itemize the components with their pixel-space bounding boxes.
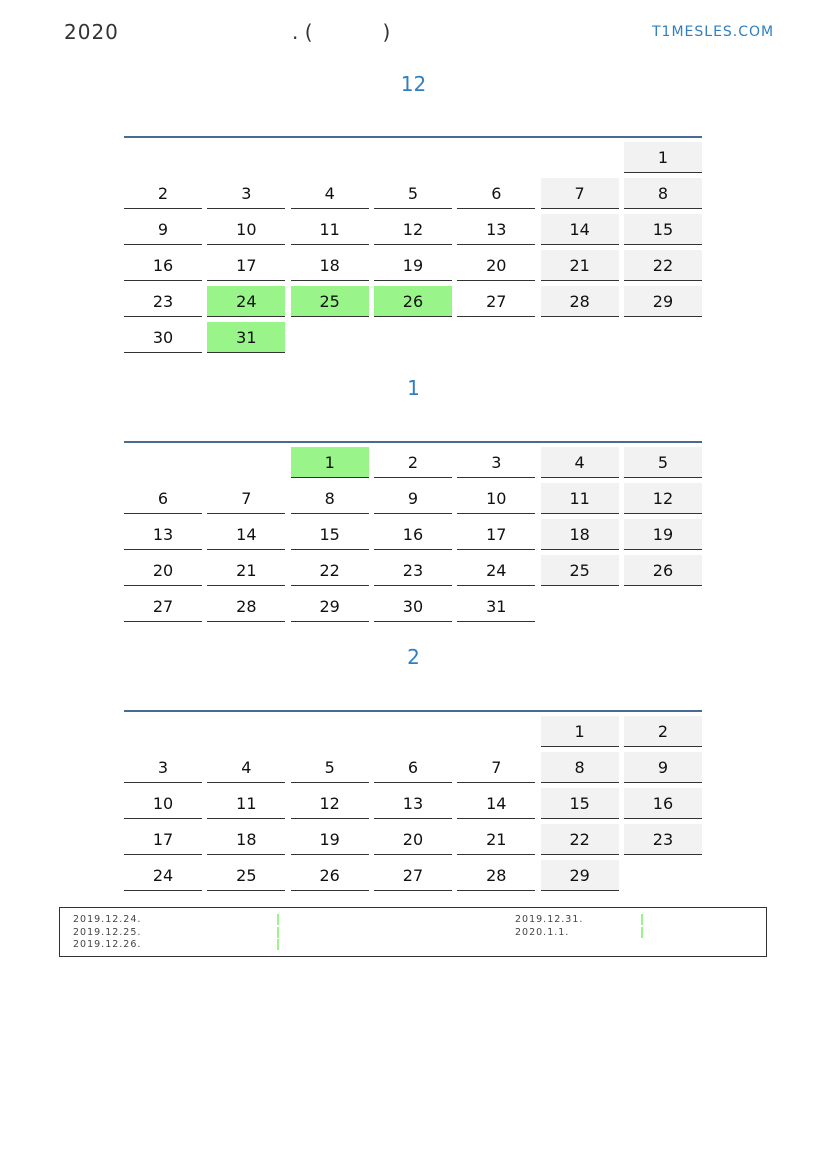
calendar-day-cell: 27 xyxy=(457,286,535,317)
calendar-day-cell: 8 xyxy=(541,752,619,783)
legend-holiday-entry xyxy=(73,939,141,952)
calendar-empty-cell xyxy=(541,142,619,173)
legend-date-text: 2019.12.31. xyxy=(515,914,584,925)
calendar-day-cell: 23 xyxy=(624,824,702,855)
calendar-day-cell: 11 xyxy=(541,483,619,514)
calendar-day-cell: 22 xyxy=(541,824,619,855)
legend-holiday-entry xyxy=(515,927,583,940)
legend-date-text: 2019.12.26. xyxy=(73,939,142,950)
calendar-day-cell: 12 xyxy=(291,788,369,819)
legend-marker xyxy=(277,927,279,938)
legend-holiday-entry xyxy=(73,914,141,927)
calendar-day-cell: 5 xyxy=(291,752,369,783)
calendar-day-cell: 18 xyxy=(541,519,619,550)
calendar-day-cell: 11 xyxy=(207,788,285,819)
calendar-day-cell: 30 xyxy=(124,322,202,353)
legend-holiday-entry xyxy=(73,927,141,940)
calendar-empty-cell xyxy=(457,322,535,353)
calendar-week-row xyxy=(124,856,702,892)
calendar-day-cell: 20 xyxy=(457,250,535,281)
calendar-empty-cell xyxy=(374,716,452,747)
calendar-day-cell: 9 xyxy=(624,752,702,783)
legend-date-text: 2019.12.24. xyxy=(73,914,142,925)
calendar-day-cell: 31 xyxy=(457,591,535,622)
calendar-day-cell: 4 xyxy=(207,752,285,783)
calendar-day-cell: 8 xyxy=(291,483,369,514)
calendar-day-cell: 26 xyxy=(291,860,369,891)
calendar-week-row xyxy=(124,246,702,282)
month-title-february: 2 xyxy=(407,645,420,669)
calendar-day-cell: 3 xyxy=(457,447,535,478)
calendar-day-cell: 12 xyxy=(624,483,702,514)
calendar-day-cell: 6 xyxy=(124,483,202,514)
calendar-day-cell: 20 xyxy=(374,824,452,855)
calendar-day-cell: 15 xyxy=(291,519,369,550)
calendar-day-cell: 5 xyxy=(624,447,702,478)
calendar-day-cell: 13 xyxy=(374,788,452,819)
calendar-day-cell: 2 xyxy=(374,447,452,478)
brand-link[interactable]: T1MESLES.COM xyxy=(652,24,775,40)
calendar-empty-cell xyxy=(541,322,619,353)
calendar-empty-cell xyxy=(457,142,535,173)
calendar-day-cell: 3 xyxy=(207,178,285,209)
calendar-day-cell: 17 xyxy=(207,250,285,281)
calendar-day-cell: 27 xyxy=(374,860,452,891)
calendar-week-row xyxy=(124,748,702,784)
calendar-day-cell: 26 xyxy=(624,555,702,586)
calendar-day-cell: 22 xyxy=(624,250,702,281)
calendar-day-cell: 11 xyxy=(291,214,369,245)
calendar-day-cell: 21 xyxy=(207,555,285,586)
calendar-day-cell: 18 xyxy=(291,250,369,281)
calendar-day-cell: 7 xyxy=(457,752,535,783)
calendar-day-cell: 7 xyxy=(207,483,285,514)
holiday-legend xyxy=(59,907,767,957)
legend-date-text: 2019.12.25. xyxy=(73,926,142,938)
calendar-day-cell: 20 xyxy=(124,555,202,586)
calendar-empty-cell xyxy=(541,591,619,622)
calendar-day-cell: 23 xyxy=(374,555,452,586)
calendar-week-row xyxy=(124,174,702,210)
calendar-day-cell: 28 xyxy=(457,860,535,891)
calendar-week-row xyxy=(124,587,702,623)
calendar-day-cell: 10 xyxy=(124,788,202,819)
calendar-day-cell: 26 xyxy=(374,286,452,317)
calendar-day-cell: 24 xyxy=(207,286,285,317)
calendar-day-cell: 21 xyxy=(457,824,535,855)
month-title-december: 12 xyxy=(400,72,427,96)
calendar-day-cell: 29 xyxy=(541,860,619,891)
calendar-day-cell: 16 xyxy=(124,250,202,281)
calendar-day-cell: 30 xyxy=(374,591,452,622)
month-title-january: 1 xyxy=(407,376,420,400)
calendar-day-cell: 14 xyxy=(207,519,285,550)
legend-date-text: 2020.1.1. xyxy=(515,926,570,938)
calendar-day-cell: 28 xyxy=(207,591,285,622)
calendar-day-cell: 17 xyxy=(124,824,202,855)
calendar-day-cell: 21 xyxy=(541,250,619,281)
calendar-empty-cell xyxy=(374,142,452,173)
header-year: 2020 xyxy=(64,20,119,44)
calendar-day-cell: 13 xyxy=(124,519,202,550)
calendar-empty-cell xyxy=(624,860,702,891)
calendar-day-cell: 4 xyxy=(291,178,369,209)
calendar-day-cell: 25 xyxy=(207,860,285,891)
calendar-day-cell: 6 xyxy=(374,752,452,783)
calendar-day-cell: 23 xyxy=(124,286,202,317)
legend-marker xyxy=(277,939,279,950)
calendar-day-cell: 5 xyxy=(374,178,452,209)
calendar-day-cell: 15 xyxy=(624,214,702,245)
calendar-week-row xyxy=(124,479,702,515)
calendar-day-cell: 22 xyxy=(291,555,369,586)
calendar-week-row xyxy=(124,318,702,354)
calendar-day-cell: 29 xyxy=(291,591,369,622)
calendar-february xyxy=(124,710,702,892)
calendar-day-cell: 15 xyxy=(541,788,619,819)
calendar-day-cell: 9 xyxy=(374,483,452,514)
calendar-day-cell: 24 xyxy=(124,860,202,891)
legend-holiday-entry xyxy=(515,914,583,927)
calendar-empty-cell xyxy=(374,322,452,353)
calendar-empty-cell xyxy=(207,716,285,747)
calendar-day-cell: 16 xyxy=(374,519,452,550)
calendar-empty-cell xyxy=(291,322,369,353)
calendar-day-cell: 1 xyxy=(624,142,702,173)
calendar-day-cell: 18 xyxy=(207,824,285,855)
calendar-day-cell: 4 xyxy=(541,447,619,478)
calendar-day-cell: 9 xyxy=(124,214,202,245)
calendar-day-cell: 2 xyxy=(124,178,202,209)
calendar-week-row xyxy=(124,515,702,551)
calendar-day-cell: 19 xyxy=(374,250,452,281)
calendar-empty-cell xyxy=(124,716,202,747)
calendar-day-cell: 19 xyxy=(291,824,369,855)
calendar-empty-cell xyxy=(291,716,369,747)
calendar-empty-cell xyxy=(457,716,535,747)
calendar-week-row xyxy=(124,138,702,174)
calendar-week-row xyxy=(124,820,702,856)
calendar-january xyxy=(124,441,702,623)
calendar-day-cell: 14 xyxy=(541,214,619,245)
calendar-day-cell: 31 xyxy=(207,322,285,353)
calendar-week-row xyxy=(124,712,702,748)
calendar-day-cell: 2 xyxy=(624,716,702,747)
calendar-day-cell: 1 xyxy=(541,716,619,747)
calendar-day-cell: 7 xyxy=(541,178,619,209)
calendar-empty-cell xyxy=(124,447,202,478)
header-title-paren: . ( ) xyxy=(292,20,391,44)
calendar-day-cell: 6 xyxy=(457,178,535,209)
calendar-week-row xyxy=(124,210,702,246)
calendar-day-cell: 17 xyxy=(457,519,535,550)
calendar-day-cell: 10 xyxy=(207,214,285,245)
legend-marker xyxy=(641,927,643,938)
calendar-day-cell: 1 xyxy=(291,447,369,478)
calendar-empty-cell xyxy=(291,142,369,173)
calendar-day-cell: 29 xyxy=(624,286,702,317)
calendar-day-cell: 12 xyxy=(374,214,452,245)
calendar-week-row xyxy=(124,443,702,479)
calendar-day-cell: 24 xyxy=(457,555,535,586)
calendar-empty-cell xyxy=(207,447,285,478)
calendar-day-cell: 8 xyxy=(624,178,702,209)
calendar-day-cell: 25 xyxy=(541,555,619,586)
calendar-day-cell: 19 xyxy=(624,519,702,550)
calendar-empty-cell xyxy=(624,322,702,353)
legend-marker xyxy=(277,914,279,925)
calendar-week-row xyxy=(124,282,702,318)
calendar-day-cell: 27 xyxy=(124,591,202,622)
calendar-week-row xyxy=(124,551,702,587)
calendar-day-cell: 10 xyxy=(457,483,535,514)
calendar-week-row xyxy=(124,784,702,820)
calendar-day-cell: 3 xyxy=(124,752,202,783)
calendar-day-cell: 25 xyxy=(291,286,369,317)
calendar-empty-cell xyxy=(624,591,702,622)
calendar-day-cell: 16 xyxy=(624,788,702,819)
legend-marker xyxy=(641,914,643,925)
calendar-day-cell: 13 xyxy=(457,214,535,245)
calendar-day-cell: 14 xyxy=(457,788,535,819)
calendar-december xyxy=(124,136,702,354)
calendar-empty-cell xyxy=(207,142,285,173)
calendar-empty-cell xyxy=(124,142,202,173)
calendar-day-cell: 28 xyxy=(541,286,619,317)
